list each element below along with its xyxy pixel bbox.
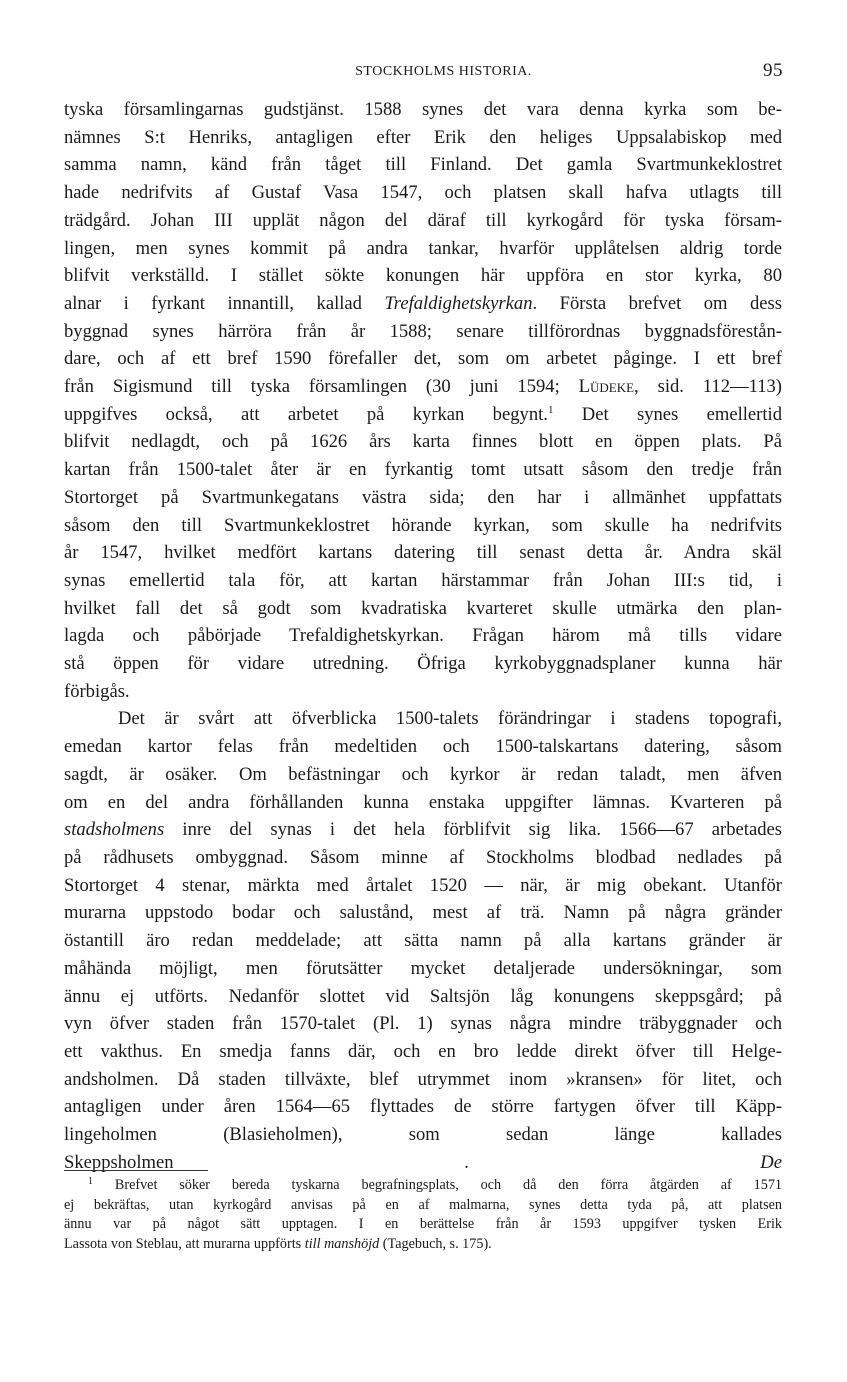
text-line: hvilket fall det så godt som kvadratiska kvarteret skulle utmärka den plan- [64, 597, 782, 619]
footnote-line: ej bekräftas, utan kyrkogård anvisas på en af malmarna, synes detta tyda på, att platsen [64, 1196, 782, 1213]
text-line: lagda och påbörjade Trefaldighetskyrkan. Frågan härom må tills vidare [64, 625, 782, 647]
footnote [64, 1176, 782, 1254]
italic-term: Trefaldighetskyrkan [384, 292, 533, 314]
running-title: STOCKHOLMS HISTORIA. [355, 64, 532, 79]
body-text [64, 96, 782, 1176]
text-line: andsholmen. Då staden tillväxte, blef utrymmet inom »kransen» för litet, och [64, 1068, 782, 1090]
text-segment: , sid. 112—113) [634, 376, 782, 398]
page-number: 95 [763, 60, 783, 81]
text-segment: Skeppsholmen [64, 1151, 174, 1173]
text-line: blifvit nedlagdt, och på 1626 års karta finnes blott en öppen plats. På [64, 431, 782, 453]
italic-term: till manshöjd [304, 1235, 380, 1252]
text-line: emedan kartor felas från medeltiden och 1500-talskartans datering, såsom [64, 736, 782, 758]
footnote-line [64, 1235, 782, 1255]
text-line: murarna uppstodo bodar och salustånd, mest af trä. Namn på några gränder [64, 902, 782, 924]
text-line: ännu ej utförts. Nedanför slottet vid Saltsjön låg konungens skeppsgård; på [64, 985, 782, 1007]
text-segment: inre del synas i det hela förblifvit sig lika. 1566—67 arbetades [164, 819, 782, 841]
text-line: lingen, men synes kommit på andra tankar, hvarför upplåtelsen aldrig torde [64, 237, 782, 259]
text-segment: alnar i fyrkant innantill, kallad [64, 292, 362, 314]
footnote-marker: 1 [88, 1176, 93, 1187]
text-line: om en del andra förhållanden kunna enstaka uppgifter lämnas. Kvarteren på [64, 791, 782, 813]
text-line [64, 1149, 782, 1177]
text-line: såsom den till Svartmunkeklostret hörande kyrkan, som skulle ha nedrifvits [64, 514, 782, 536]
paragraph-start-line: Det är svårt att öfverblicka 1500-talets förändringar i stadens topografi, [118, 708, 782, 730]
text-line: kartan från 1500-talet åter är en fyrkantig tomt utsatt såsom den tredje från [64, 459, 782, 481]
text-line: byggnad synes härröra från år 1588; senare tillförordnas byggnadsförestån- [64, 320, 782, 342]
text-line: tyska församlingarnas gudstjänst. 1588 synes det vara denna kyrka som be- [64, 99, 782, 120]
text-segment: uppgifves också, att arbetet på kyrkan begynt. [64, 403, 548, 425]
text-line: vyn öfver staden från 1570-talet (Pl. 1) synas några mindre träbyggnader och [64, 1013, 782, 1035]
text-line: ett vakthus. En smedja fanns där, och en bro ledde direkt öfver till Helge- [64, 1040, 782, 1062]
text-segment: Det synes emellertid [553, 403, 783, 425]
text-segment: från Sigismund till tyska församlingen (30 juni 1594; [64, 376, 560, 398]
footnote-divider [64, 1170, 208, 1171]
text-line: förbigås. [64, 680, 130, 702]
text-line: nämnes S:t Henriks, antagligen efter Erik den heliges Uppsalabiskop med [64, 126, 782, 148]
text-line: samma namn, känd från tåget till Finland. Det gamla Svartmunkeklostret [64, 154, 782, 176]
text-line: trädgård. Johan III upplät någon del däraf till kyrkogård för tyska försam- [64, 209, 782, 231]
text-line [64, 373, 782, 401]
text-line: antagligen under åren 1564—65 flyttades de större fartygen öfver till Käpp- [64, 1096, 782, 1118]
author-name: Lüdeke [578, 376, 635, 398]
text-line: hade nedrifvits af Gustaf Vasa 1547, och platsen skall hafva utlagts till [64, 182, 782, 204]
text-line: år 1547, hvilket medfört kartans datering till senast detta år. Andra skäl [64, 542, 782, 564]
text-line: Stortorget 4 stenar, märkta med årtalet 1520 — när, är mig obekant. Utanför [64, 874, 782, 896]
running-header [64, 60, 783, 84]
text-line: Stortorget på Svartmunkegatans västra sida; den har i allmänhet uppfattats [64, 486, 782, 508]
text-segment: (Tagebuch, s. 175). [382, 1235, 492, 1252]
text-line: stå öppen för vidare utredning. Öfriga kyrkobyggnadsplaner kunna här [64, 653, 782, 675]
text-line [64, 816, 782, 844]
text-segment: Brefvet söker bereda tyskarna begrafningsplats, och då den förra åtgärden af 1571 [114, 1177, 783, 1193]
text-segment: Lassota von Steblau, att murarna uppförts [64, 1235, 302, 1252]
footnote-reference: 1 [547, 403, 554, 416]
italic-term: stadsholmens [64, 819, 165, 841]
text-segment: . Första brefvet om dess [532, 292, 782, 314]
text-line: lingeholmen (Blasieholmen), som sedan länge kallades [64, 1124, 782, 1146]
footnote-line [64, 1176, 782, 1196]
text-line [64, 401, 782, 429]
text-line: dare, och af ett bref 1590 förefaller det, som om arbetet påginge. I ett bref [64, 348, 782, 370]
text-line: östantill äro redan meddelade; att sätta namn på alla kartans gränder är [64, 930, 782, 952]
text-line [64, 290, 782, 318]
footnote-line: ännu var på något sätt upptagen. I en berättelse från år 1593 uppgifver tysken Erik [64, 1216, 782, 1233]
italic-term: . De [464, 1151, 782, 1173]
text-line: synas emellertid tala för, att kartan härstammar från Johan III:s tid, i [64, 569, 782, 591]
text-line: blifvit verkställd. I stället sökte konungen här uppföra en stor kyrka, 80 [64, 265, 782, 287]
text-line: måhända möjligt, men förutsätter mycket detaljerade undersökningar, som [64, 957, 782, 979]
text-line: sagdt, är osäker. Om befästningar och kyrkor är redan taladt, men äfven [64, 763, 782, 785]
text-line: på rådhusets ombyggnad. Såsom minne af Stockholms blodbad nedlades på [64, 846, 782, 868]
